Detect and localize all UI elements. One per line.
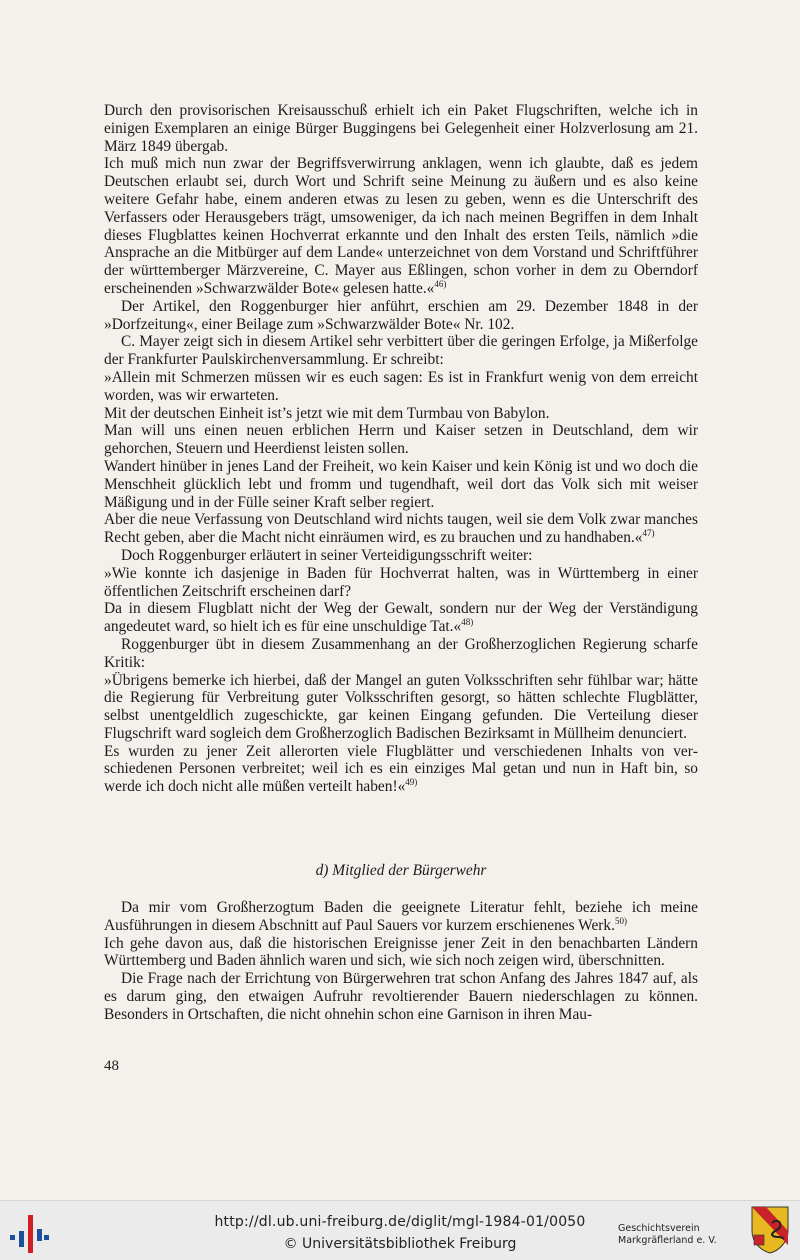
- upper-paragraph: »Allein mit Schmerzen müssen wir es euch sagen: Es ist in Frankfurt wenig von dem erreicht worden, was wir erwarteten.: [104, 368, 698, 404]
- upper-paragraph: Roggenburger übt in diesem Zusammenhang an der Großherzoglichen Regierung scharfe Kritik:: [104, 635, 698, 671]
- copyright-text: © Universitätsbibliothek Freiburg: [283, 1236, 517, 1252]
- upper-paragraph: Aber die neue Verfassung von Deutschland wird nichts taugen, weil sie dem Volk zwar manches Recht geben, aber die Macht nicht einräumen wird, es zu brauchen und zu handhaben.«$^{47)}$: [104, 511, 698, 547]
- upper-paragraph: Doch Roggenburger erläutert in seiner Verteidigungsschrift weiter:: [121, 546, 533, 564]
- upper-paragraph: Da in diesem Flugblatt nicht der Weg der Gewalt, sondern nur der Weg der Verständigung angedeutet ward, so hielt ich es für eine unschuldige Tat.«$^{48)}$: [104, 600, 698, 636]
- section-heading: d) Mitglied der Bürgerwehr: [315, 862, 487, 879]
- lower-paragraph: Die Frage nach der Errichtung von Bürgerwehren trat schon Anfang des Jahres 1847 auf, als es darum ging, den etwaigen Aufruhr revoltierender Bauern niederschlagen zu können. Besonders in Ortschaften, die nicht ohnehin schon eine Garnison in ihren Mau-: [104, 970, 698, 1023]
- coat-of-arms-icon[interactable]: [750, 1205, 790, 1255]
- upper-paragraph: Man will uns einen neuen erblichen Herrn und Kaiser setzen in Deutschland, dem wir gehorchen, Steuern und Heerdienst leisten sollen.: [104, 422, 698, 458]
- upper-paragraph: Wandert hinüber in jenes Land der Freiheit, wo kein Kaiser und kein König ist und wo doch die Menschheit glücklich lebt und fromm und tugendhaft, weil dort das Volk sich mit weiser Mäßigung und in der Fülle seiner Kraft selber regiert.: [104, 457, 698, 511]
- upper-paragraph: Durch den provisorischen Kreisausschuß erhielt ich ein Paket Flugschriften, welche ich in einigen Exemplaren an einige Bürger Buggingens bei Gelegenheit einer Holzverlosung am 21. März 1849 übergab.: [104, 102, 698, 155]
- lower-paragraph: Ich gehe davon aus, daß die historischen Ereignisse jener Zeit in den benachbarten Ländern Württemberg und Baden ähnlich waren und sich, wie sich noch zeigen wird, überschnitten.: [104, 934, 698, 970]
- upper-paragraph: Mit der deutschen Einheit ist’s jetzt wie mit dem Turmbau von Babylon.: [104, 404, 550, 422]
- upper-paragraph: Der Artikel, den Roggenburger hier anführt, erschien am 29. Dezember 1848 in der »Dorfzeitung«, einer Beilage zum »Schwarzwälder Bote« Nr. 102.: [104, 297, 698, 333]
- page-number: 48: [104, 1058, 119, 1074]
- lower-paragraph: Da mir vom Großherzogtum Baden die geeignete Literatur fehlt, beziehe ich meine Ausführungen in diesem Abschnitt auf Paul Sauers vor kurzem erschienenes Werk.$^{50)}$: [104, 899, 698, 934]
- society-name-line1: Geschichtsverein: [618, 1223, 700, 1234]
- body-text-lower: [104, 899, 698, 1024]
- body-text-upper: [104, 102, 698, 796]
- upper-paragraph: Ich muß mich nun zwar der Begriffsverwirrung anklagen, wenn ich glaubte, daß es jedem Deutschen erlaubt sei, durch Wort und Schrift seine Meinung zu äußern und es also keine weitere Gefahr habe, einem anderen etwas zu lesen zu geben, wenn es die Unterschrift des Verfassers oder Herausgebers trägt, umsoweniger, da ich nach meinen Begriffen in dem Inhalt dieses Flugblattes keinen Hochverrat erkannte und den Inhalt des ersten Teils, nämlich »die Ansprache an die Mitbürger auf dem Lande« unterzeichnet von dem Vorstand und Schriftführer der württemberger Märzvereine, C. Mayer aus Eßlingen, schon vorher in dem zu Oberndorf erscheinenden »Schwarzwälder Bote« gelesen hatte.«$^{46)}$: [104, 155, 698, 297]
- society-name: [618, 1223, 717, 1247]
- upper-paragraph: C. Mayer zeigt sich in diesem Artikel sehr verbittert über die geringen Erfolge, ja Mißerfolge der Frankfurter Paulskirchenversammlung. Er schreibt:: [104, 333, 698, 369]
- upper-paragraph: Es wurden zu jener Zeit allerorten viele Flugblätter und verschiedenen Inhalts von verschiedenen Personen verbreitet; weil ich es ein einziges Mal getan und nun in Haft bin, so werde ich doch nicht alle müßen verteilt haben!«$^{49)}$: [104, 742, 698, 796]
- society-name-line2: Markgräflerland e. V.: [618, 1235, 717, 1246]
- viewer-footer: [0, 1200, 800, 1260]
- upper-paragraph: »Übrigens bemerke ich hierbei, daß der Mangel an guten Volksschriften sehr fühlbar war; hätte die Regierung für Verbreitung guter Volksschriften gesorgt, so hätten schlechte Flugblätter, selbst unentgeldlich zugeschickte, gar keinen Eingang gefunden. Die Verteilung dieser Flugschrift ward sogleich dem Großherzoglich Badischen Bezirksamt in Müllheim denunciert.: [104, 671, 698, 742]
- upper-paragraph: »Wie konnte ich dasjenige in Baden für Hochverrat halten, was in Württemberg in einer öffentlichen Zeitschrift erscheinen darf?: [104, 564, 698, 600]
- permalink-url[interactable]: http://dl.ub.uni-freiburg.de/diglit/mgl-1984-01/0050: [214, 1214, 586, 1230]
